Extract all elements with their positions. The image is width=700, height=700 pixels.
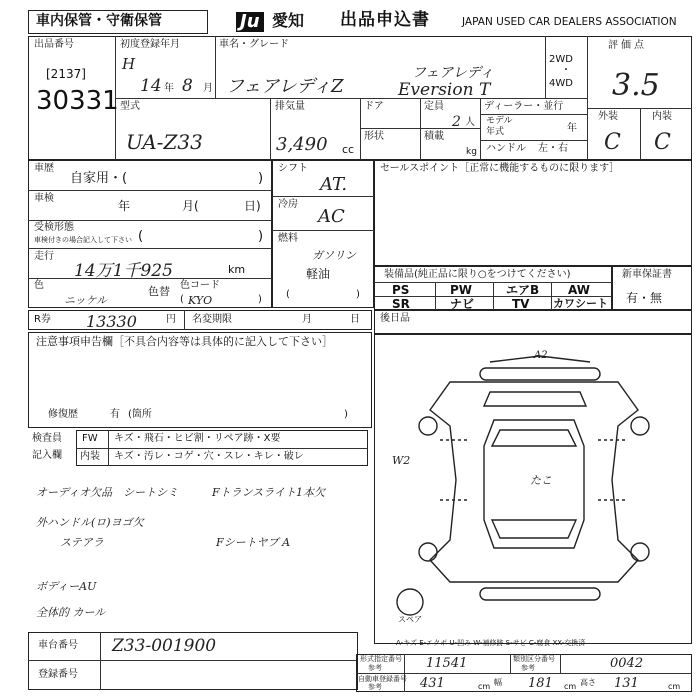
divider — [28, 660, 358, 661]
class-number: 0042 — [610, 656, 644, 671]
fuel-label: 燃料 — [278, 233, 298, 244]
damage-mark-roof: たこ — [530, 474, 552, 487]
repair-part: (箇所 — [128, 409, 152, 420]
deadline-label: 名変期限 — [192, 314, 232, 325]
registration-month: 8 — [182, 76, 193, 96]
type-label: 形式指定番号 — [360, 655, 402, 663]
recycle-label: R券 — [34, 314, 51, 325]
registration-year: 14 — [140, 76, 162, 96]
displacement-unit: cc — [342, 143, 355, 156]
vehicle-name-label: 車名・グレード — [219, 39, 289, 50]
load-unit: kg — [466, 147, 477, 157]
length-value: 431 — [420, 676, 445, 691]
option-airbag: エアB — [506, 283, 540, 297]
car-history-value: 自家用・( — [70, 171, 128, 186]
dealer-label: ディーラー・並行 — [484, 101, 564, 112]
damage-mark-w2: W2 — [392, 454, 411, 467]
reference-label: 参考 — [368, 664, 382, 672]
mileage-label: 走行 — [34, 251, 54, 262]
after-item-label: 後日品 — [380, 313, 410, 324]
divider — [100, 632, 101, 690]
color-code-value: KYO — [188, 294, 213, 307]
drive-4wd: 4WD — [549, 78, 573, 89]
registration-label: 初度登録年月 — [120, 39, 180, 50]
fuel-value: ガソリン — [312, 249, 356, 262]
exterior-damage-codes: キズ・飛石・ヒビ割・リペア跡・X要 — [114, 433, 281, 444]
fw-label: FW — [82, 433, 98, 444]
class-label: 類別区分番号 — [513, 655, 555, 663]
storage-label: 車内保管・守衛保管 — [36, 13, 162, 29]
capacity-label: 定員 — [424, 101, 444, 112]
yen-unit: 円 — [166, 314, 176, 325]
interior-grade: C — [654, 130, 671, 155]
interior-row-label: 内装 — [80, 451, 100, 462]
reference-label: 参考 — [521, 664, 535, 672]
color-change-label: 色替 — [148, 285, 170, 298]
lot-label: 出品番号 — [34, 39, 74, 50]
repair-yes: 有 — [110, 409, 120, 420]
interior-damage-codes: キズ・汚レ・コゲ・穴・スレ・キレ・破レ — [114, 451, 304, 462]
hand-note: オーディオ欠品 シートシミ — [36, 486, 179, 499]
displacement-value: 3,490 — [276, 134, 328, 155]
paren-open: ( — [286, 289, 290, 300]
grade-line2: Eversion T — [398, 80, 491, 100]
interior-label: 内装 — [652, 111, 672, 122]
lot-number: 30331 — [36, 86, 119, 116]
color-code-label: 色コード — [180, 280, 220, 291]
drive-dot: ・ — [561, 65, 571, 76]
divider — [560, 654, 561, 673]
option-aw: AW — [568, 283, 590, 297]
model-label: 型式 — [120, 101, 140, 112]
model-year-label2: 年式 — [486, 127, 505, 137]
mileage-unit: km — [228, 263, 246, 276]
receipt-label: 受検形態 — [34, 222, 74, 233]
inspection-month: 月( — [182, 199, 199, 213]
form-title: 出品申込書 — [340, 10, 430, 30]
grade-score: 3.5 — [612, 68, 660, 103]
exterior-grade: C — [604, 130, 621, 155]
option-navi: ナビ — [450, 297, 475, 311]
exterior-label: 外装 — [598, 111, 618, 122]
notes-label: 注意事項申告欄［不具合内容等は具体的に記入して下さい］ — [36, 335, 333, 348]
chassis-label: 車台番号 — [38, 640, 78, 651]
divider — [404, 654, 405, 692]
deadline-day: 日 — [350, 314, 360, 325]
shift-label: シフト — [278, 163, 308, 174]
handle-label: ハンドル — [486, 143, 526, 154]
option-ps: PS — [392, 283, 410, 297]
warranty-options: 有・無 — [626, 291, 663, 305]
option-pw: PW — [450, 283, 473, 297]
ac-label: 冷房 — [278, 199, 298, 210]
chassis-number: Z33-001900 — [112, 636, 217, 656]
shift-value: AT. — [320, 174, 348, 195]
mileage-value: 14万1千925 — [74, 261, 173, 281]
door-label: ドア — [364, 101, 384, 112]
options-label: 装備品(純正品に限り○をつけてください) — [384, 269, 571, 280]
deadline-month: 月 — [302, 314, 312, 325]
color-label: 色 — [34, 280, 44, 291]
paren-open: ( — [180, 294, 184, 305]
paren-close: ) — [258, 294, 262, 305]
option-tv: TV — [512, 297, 530, 311]
year-unit: 年 — [164, 83, 174, 94]
load-label: 積載 — [424, 131, 444, 142]
inspection-year: 年 — [118, 199, 131, 213]
paren-close: ) — [344, 409, 348, 420]
paren-close: ) — [356, 289, 360, 300]
grade-label: 評価点 — [608, 40, 647, 51]
ac-value: AC — [318, 206, 345, 227]
height-value: 131 — [614, 676, 639, 691]
type-number: 11541 — [426, 656, 468, 671]
damage-mark-a2: A2 — [534, 350, 548, 361]
option-sr: SR — [392, 297, 410, 311]
handle-options: 左・右 — [538, 143, 568, 154]
grade-line1: フェアレディ — [412, 65, 494, 81]
reference-label: 参考 — [368, 683, 382, 691]
hand-note: ボディーAU — [36, 580, 97, 593]
association-name: JAPAN USED CAR DEALERS ASSOCIATION — [462, 16, 677, 28]
ju-logo: Ju — [236, 12, 264, 32]
shape-label: 形状 — [364, 131, 384, 142]
displacement-label: 排気量 — [275, 101, 305, 112]
plate-label: 登録番号 — [38, 669, 78, 680]
option-leather: カワシート — [553, 297, 608, 310]
lot-sub-number: [2137] — [46, 67, 86, 81]
registration-label: 自動車登録番号 — [358, 675, 407, 683]
spare-label: スペア — [398, 615, 422, 624]
divider — [356, 673, 692, 674]
inspection-label: 車検 — [34, 193, 54, 204]
damage-legend: A-キズ E-エクボ U-凹み W-補修跡 S-サビ C-腐食 XX-交換済 — [396, 639, 586, 647]
inspector-label2: 記入欄 — [32, 450, 62, 461]
inspection-day: 日) — [244, 199, 261, 213]
receipt-note: 車検付きの場合記入して下さい — [34, 236, 132, 244]
cm-unit: cm — [478, 682, 491, 691]
recycle-amount: 13330 — [86, 312, 137, 331]
model-year-label1: モデル — [486, 116, 513, 126]
color-value: ニッケル — [64, 294, 108, 307]
height-label: 高さ — [580, 678, 596, 687]
paren-close: ) — [258, 171, 264, 186]
cm-unit: cm — [668, 682, 681, 691]
width-value: 181 — [528, 676, 553, 691]
divider — [510, 654, 511, 673]
logo-region: 愛知 — [272, 11, 305, 30]
model-code: UA-Z33 — [126, 130, 203, 154]
paren-close: ) — [258, 229, 264, 244]
cm-unit: cm — [564, 682, 577, 691]
model-year-unit: 年 — [567, 123, 577, 134]
registration-era: H — [122, 55, 136, 73]
repair-label: 修復歴 — [48, 409, 78, 420]
width-label: 幅 — [494, 678, 502, 687]
vehicle-name: フェアレディZ — [226, 76, 344, 97]
paren-open: ( — [138, 229, 144, 244]
inspector-label1: 検査員 — [32, 433, 62, 444]
hand-note: Fシートヤブ A — [216, 536, 291, 549]
sales-point-label: セールスポイント［正常に機能するものに限ります］ — [380, 163, 620, 174]
capacity-value: 2 — [452, 114, 461, 130]
hand-note: 外ハンドル(ロ)ヨゴ欠 — [36, 516, 144, 529]
hand-note: ステアラ — [60, 536, 104, 549]
drive-2wd: 2WD — [549, 54, 573, 65]
car-history-label: 車歴 — [34, 163, 54, 174]
fuel-alt: 軽油 — [306, 267, 331, 281]
capacity-unit: 人 — [465, 117, 475, 128]
month-unit: 月 — [203, 83, 213, 94]
warranty-label: 新車保証書 — [622, 269, 672, 280]
hand-note: 全体的 カール — [36, 606, 106, 619]
hand-note: Fトランスライト1本欠 — [212, 486, 325, 499]
